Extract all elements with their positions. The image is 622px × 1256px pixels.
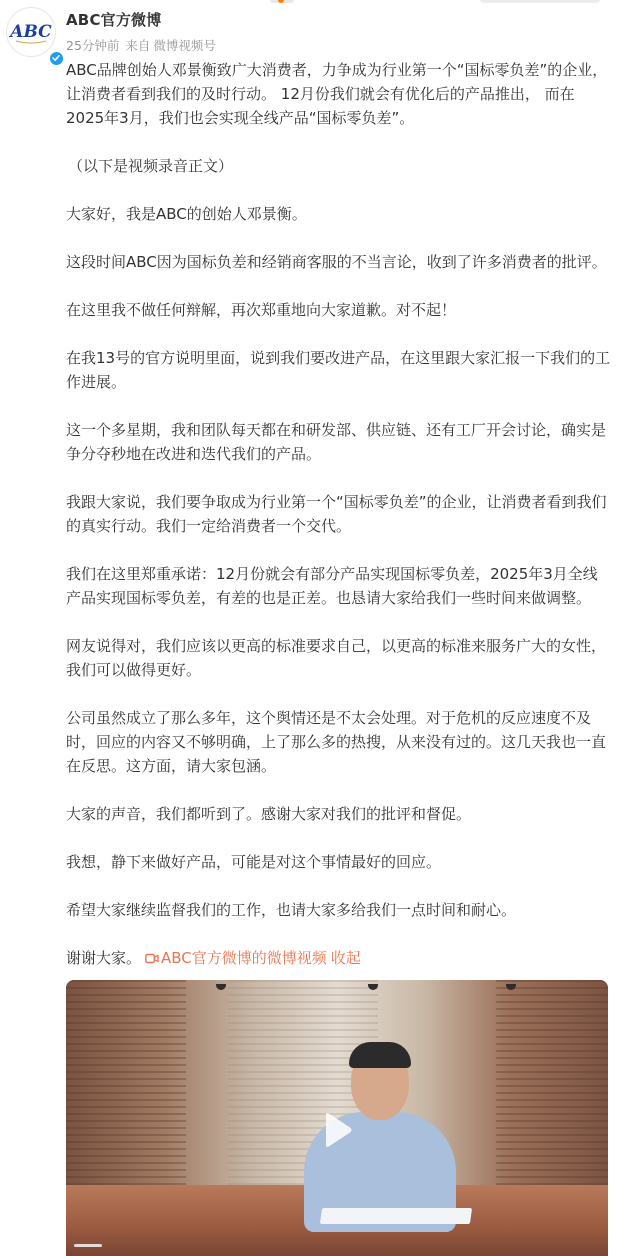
source-prefix: 来自 <box>125 38 151 53</box>
post-meta <box>66 36 222 54</box>
post-last-line <box>66 946 611 970</box>
post-paragraph: 在我13号的官方说明里面，说到我们要改进产品，在这里跟大家汇报一下我们的工作进展。 <box>66 349 611 391</box>
collapse-button[interactable]: 收起 <box>330 949 361 967</box>
post-time[interactable]: 25分钟前 <box>66 38 120 53</box>
video-link-label: ABC官方微博的微博视频 <box>161 949 327 967</box>
post-paragraph: 希望大家继续监督我们的工作，也请大家多给我们一点时间和耐心。 <box>66 901 517 919</box>
video-progress-bar[interactable] <box>74 1244 102 1247</box>
video-player[interactable] <box>66 980 608 1256</box>
video-link[interactable] <box>145 949 327 967</box>
video-camera-icon <box>145 953 159 964</box>
avatar[interactable] <box>6 7 56 57</box>
post-paragraph: 公司虽然成立了那么多年，这个舆情还是不太会处理。对于危机的反应速度不及时，回应的内容又不够明确，上了那么多的热搜，从来没有过的。这几天我也一直在反思。这方面，请大家包涵。 <box>66 709 607 775</box>
post-paragraph: 我们在这里郑重承诺：12月份就会有部分产品实现国标零负差，2025年3月全线产品实现国标零负差，有差的也是正差。也恳请大家给我们一些时间来做调整。 <box>66 565 598 607</box>
post-paragraph: 这段时间ABC因为国标负差和经销商客服的不当言论，收到了许多消费者的批评。 <box>66 253 607 271</box>
post-paragraph: （以下是视频录音正文） <box>68 157 234 175</box>
post-source[interactable]: 微博视频号 <box>153 38 216 53</box>
post-paragraph: 我想，静下来做好产品，可能是对这个事情最好的回应。 <box>66 853 442 871</box>
abc-logo-icon <box>7 8 55 56</box>
post-paragraph: 大家好，我是ABC的创始人邓景衡。 <box>66 205 307 223</box>
post-paragraph: 大家的声音，我们都听到了。感谢大家对我们的批评和督促。 <box>66 805 472 823</box>
thanks-text: 谢谢大家。 <box>66 949 142 967</box>
svg-text:ABC: ABC <box>10 22 52 42</box>
post-paragraph: 我跟大家说，我们要争取成为行业第一个“国标零负差”的企业，让消费者看到我们的真实行动。我们一定给消费者一个交代。 <box>66 493 607 535</box>
post-paragraph: 在这里我不做任何辩解，再次郑重地向大家道歉。对不起！ <box>66 301 457 319</box>
verified-badge-icon <box>49 51 64 66</box>
post-paragraph: 这一个多星期，我和团队每天都在和研发部、供应链、还有工厂开会讨论，确实是争分夺秒地在改进和迭代我们的产品。 <box>66 421 607 463</box>
post-paragraph: 网友说得对，我们应该以更高的标准要求自己，以更高的标准来服务广大的女性，我们可以做得更好。 <box>66 637 607 679</box>
play-icon[interactable] <box>316 1110 356 1150</box>
top-edge <box>0 0 622 4</box>
account-name[interactable]: ABC官方微博 <box>66 11 162 29</box>
post-paragraph: ABC品牌创始人邓景衡致广大消费者，力争成为行业第一个“国标零负差”的企业，让消费者看到我们的及时行动。 12月份我们就会有优化后的产品推出， 而在2025年3月，我们也会实现全线产品“国标零负差”。 <box>66 61 608 127</box>
post-body <box>66 58 611 970</box>
